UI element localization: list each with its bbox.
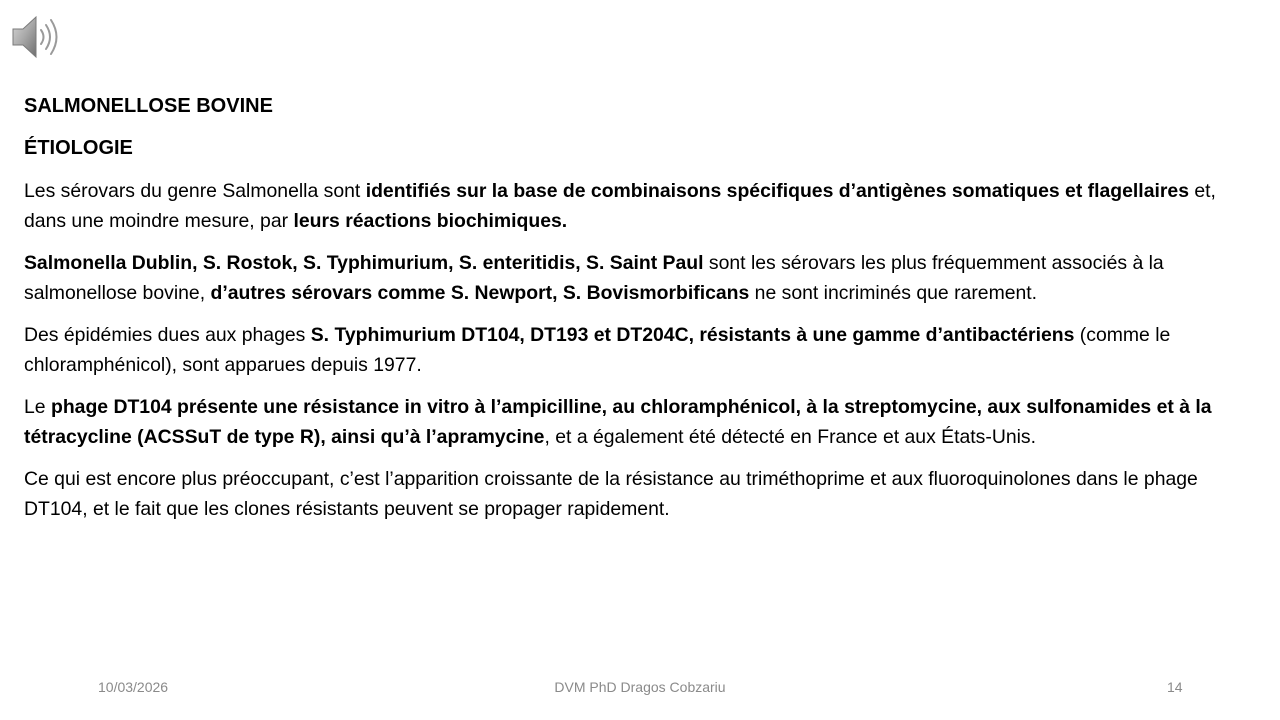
- slide-content: [24, 92, 1260, 536]
- text-segment: , et a également été détecté en France et aux États-Unis.: [544, 426, 1036, 448]
- section-heading: ÉTIOLOGIE: [24, 137, 133, 159]
- text-segment: Des épidémies dues aux phages: [24, 324, 311, 346]
- body-paragraphs: [24, 176, 1260, 524]
- body-paragraph: [24, 248, 1260, 308]
- bold-text-segment: identifiés sur la base de combinaisons spécifiques d’antigènes somatiques et flagellaires: [365, 180, 1189, 202]
- footer-author: DVM PhD Dragos Cobzariu: [554, 679, 726, 695]
- footer-page-number: 14: [1167, 679, 1183, 695]
- text-segment: ne sont incriminés que rarement.: [749, 282, 1038, 304]
- text-segment: Les sérovars du genre Salmonella sont: [24, 180, 366, 202]
- bold-text-segment: Salmonella Dublin, S. Rostok, S. Typhimurium, S. enteritidis, S. Saint Paul: [24, 252, 704, 274]
- speaker-icon[interactable]: [10, 12, 62, 62]
- text-segment: sont les sérovars les plus fréquemment associés à la salmonellose bovine,: [24, 252, 1164, 304]
- bold-text-segment: S. Typhimurium DT104, DT193 et DT204C, résistants à une gamme d’antibactériens: [310, 324, 1075, 346]
- text-segment: Ce qui est encore plus préoccupant, c’est l’apparition croissante de la résistance au triméthoprime et aux fluoroquinolones dans le phage DT104, et le fait que les clones résistants peuvent se propager rapidement.: [24, 468, 1198, 520]
- bold-text-segment: phage DT104 présente une résistance in vitro à l’ampicilline, au chloramphénicol, à la streptomycine, aux sulfonamides et à la tétracycline (ACSSuT de type R), ainsi qu’à l’apramycine: [24, 396, 1212, 448]
- bold-text-segment: leurs réactions biochimiques.: [293, 210, 568, 232]
- body-paragraph: [24, 320, 1260, 380]
- text-segment: (comme le chloramphénicol), sont apparues depuis 1977.: [24, 324, 1171, 376]
- text-segment: Le: [24, 396, 51, 418]
- slide-title: SALMONELLOSE BOVINE: [24, 95, 273, 117]
- body-paragraph: [24, 176, 1260, 236]
- footer-date: 10/03/2026: [98, 679, 169, 695]
- body-paragraph: [24, 392, 1260, 452]
- body-paragraph: [24, 464, 1260, 524]
- text-segment: et, dans une moindre mesure, par: [24, 180, 1216, 232]
- bold-text-segment: d’autres sérovars comme S. Newport, S. Bovismorbificans: [210, 282, 750, 304]
